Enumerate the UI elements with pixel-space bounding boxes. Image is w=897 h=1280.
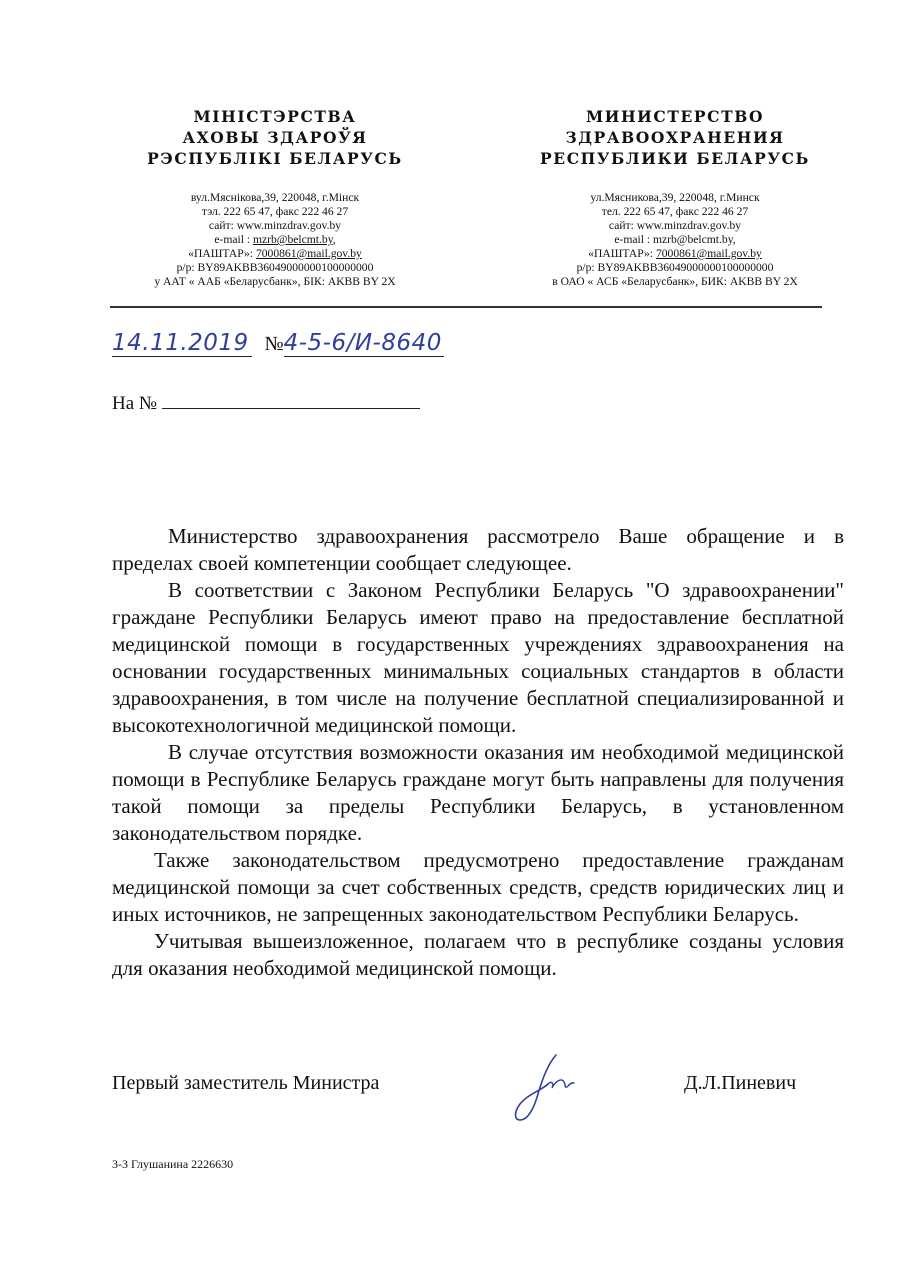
phones-ru: тел. 222 65 47, факс 222 46 27 (601, 205, 749, 218)
number-sign: № (264, 333, 284, 355)
header-divider (110, 306, 822, 308)
contacts-be (120, 191, 430, 289)
phones-be: тэл. 222 65 47, факс 222 46 27 (201, 205, 349, 218)
email-link-be[interactable]: mzrb@belcmt.by (252, 233, 333, 246)
pashtar-be: «ПАШТАР»: 7000861@mail.gov.by (188, 247, 362, 260)
paragraph: В случае отсутствия возможности оказания им необходимой медицинской помощи в Республике Беларусь граждане могут быть направлены для получения такой помощи за пределы Республики Беларусь, в установленном законодательством порядке. (112, 740, 844, 845)
letterhead-russian (520, 106, 830, 289)
signatory-name: Д.Л.Пиневич (684, 1072, 797, 1094)
paragraph: Также законодательством предусмотрено предоставление гражданам медицинской помощи за счет собственных средств, средств юридических лиц и иных источников, не запрещенных законодательством Республики Беларусь. (112, 848, 844, 926)
paragraph: Министерство здравоохранения рассмотрело Ваше обращение и в пределах своей компетенции сообщает следующее. (112, 524, 844, 575)
bank-ru: в ОАО « АСБ «Беларусбанк», БИК: AKBB BY 2X (552, 275, 798, 288)
paragraph: В соответствии с Законом Республики Беларусь "О здравоохранении" граждане Республики Беларусь имеют право на предоставление бесплатной медицинской помощи в государственных учреждениях здравоохранения на основании государственных минимальных социальных стандартов в области здравоохранения, в том числе на получение бесплатной специализированной и высокотехнологичной медицинской помощи. (112, 578, 844, 737)
pashtar-link-ru[interactable]: 7000861@mail.gov.by (655, 247, 762, 260)
handwritten-signature (508, 1050, 580, 1125)
email-ru: e-mail : mzrb@belcmt.by, (614, 233, 736, 246)
contacts-ru (520, 191, 830, 289)
site-ru: сайт: www.minzdrav.gov.by (608, 219, 742, 232)
registration-date: 14.11.2019 (112, 330, 252, 357)
ministry-title-be: МІНІСТЭРСТВА АХОВЫ ЗДАРОЎЯ РЭСПУБЛІКІ БЕЛАРУСЬ (147, 107, 403, 168)
registration-number: 4-5-6/И-8640 (283, 330, 442, 356)
bank-be: у ААТ « ААБ «Беларусбанк», БІК: AKBB BY 2X (154, 275, 396, 288)
reference-label: На № (112, 393, 158, 414)
pashtar-ru: «ПАШТАР»: 7000861@mail.gov.by (588, 247, 762, 260)
address-be: вул.Мяснікова,39, 220048, г.Мінск (190, 191, 360, 204)
signatory-title: Первый заместитель Министра (112, 1072, 380, 1094)
email-be: e-mail : mzrb@belcmt.by, (214, 233, 336, 246)
letter-body (112, 523, 844, 982)
registration-line (112, 330, 444, 357)
account-ru: р/р: BY89AKBB36049000000100000000 (576, 261, 774, 274)
account-be: р/р: BY89AKBB36049000000100000000 (176, 261, 374, 274)
reference-field (162, 392, 420, 409)
executor-info: 3-3 Глушанина 2226630 (112, 1157, 234, 1171)
address-ru: ул.Мясникова,39, 220048, г.Минск (590, 191, 760, 204)
pashtar-link-be[interactable]: 7000861@mail.gov.by (255, 247, 362, 260)
letterhead-belarusian (120, 106, 430, 289)
paragraph: Учитывая вышеизложенное, полагаем что в республике созданы условия для оказания необходимой медицинской помощи. (112, 929, 844, 980)
site-be: сайт: www.minzdrav.gov.by (208, 219, 342, 232)
ministry-title-ru: МИНИСТЕРСТВО ЗДРАВООХРАНЕНИЯ РЕСПУБЛИКИ БЕЛАРУСЬ (540, 107, 810, 168)
reference-line (112, 392, 420, 415)
